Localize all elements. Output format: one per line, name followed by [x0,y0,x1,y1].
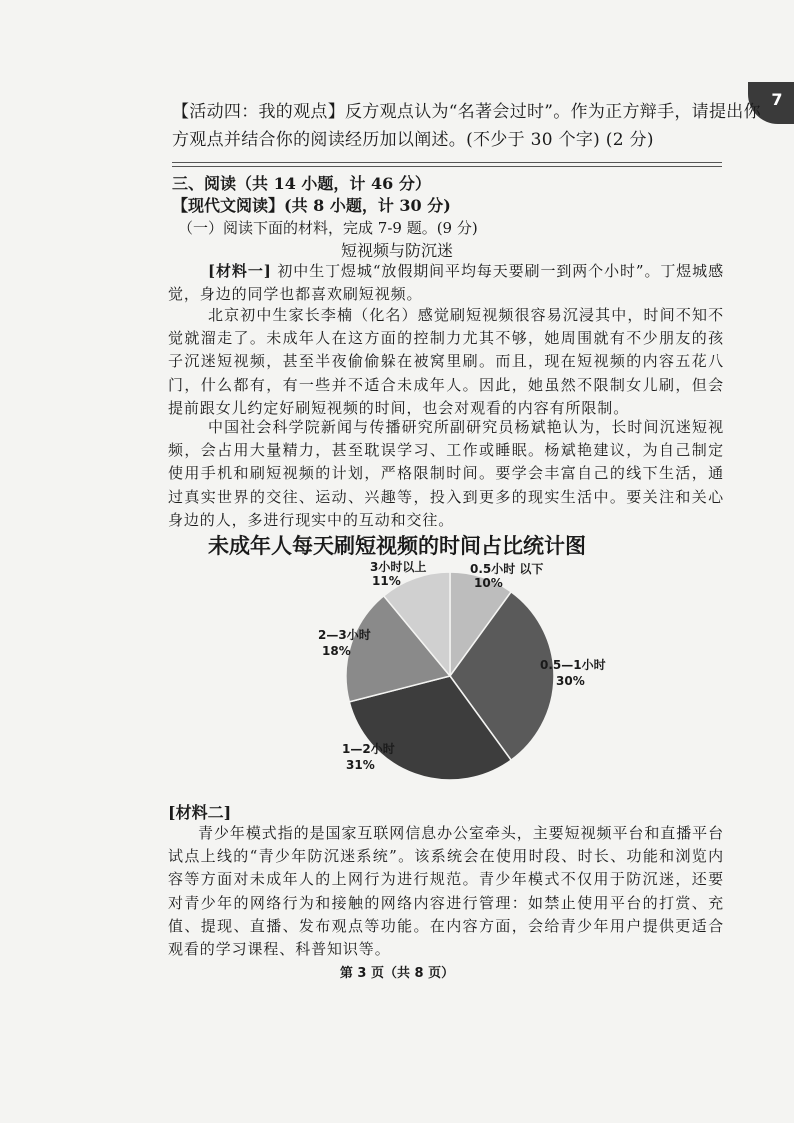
material2-paragraph: 青少年模式指的是国家互联网信息办公室牵头，主要短视频平台和直播平台试点上线的“青少年防沉迷系统”。该系统会在使用时段、时长、功能和浏览内容等方面对未成年人的上网行为进行规范。青少年模式不仅用于防沉迷，还要对青少年的网络行为和接触的网络内容进行管理：如禁止使用平台的打赏、充值、提现、直播、发布观点等功能。在内容方面，会给青少年用户提供更适合观看的学习课程、科普知识等。 [168,824,724,959]
material1-paragraph3: 中国社会科学院新闻与传播研究所副研究员杨斌艳认为，长时间沉迷短视频，会占用大量精力，甚至耽误学习、工作或睡眠。杨斌艳建议，为自己制定使用手机和刷短视频的计划，严格限制时间。要学会丰富自己的线下生活，通过真实世界的交往、运动、兴趣等，投入到更多的现实生活中。要关注和关心身边的人，多进行现实中的互动和交往。 [168,418,724,529]
page-footer: 第 3 页（共 8 页） [339,966,455,981]
activity-question-line1: 【活动四：我的观点】反方观点认为“名著会过时”。作为正方辩手，请提出你 [172,102,761,122]
slice-percent-under-half-hour: 10% [474,576,503,590]
slice-percent-2-3h: 18% [322,644,351,658]
material1-paragraph1 [168,260,724,306]
page-corner-tab: 7 [748,82,794,124]
slice-label-2-3h: 2—3小时 [318,628,371,642]
section-heading: 三、阅读（共 14 小题，计 46 分） [172,174,431,193]
material1-label: [材料一] [208,262,272,280]
activity-question-line2: 方观点并结合你的阅读经历加以阐述。(不少于 30 个字) (2 分) [172,130,654,150]
slice-percent-3h-plus: 11% [372,574,401,588]
slice-label-3h-plus: 3小时以上 [370,560,427,574]
chart-title: 未成年人每天刷短视频的时间占比统计图 [208,534,586,558]
slice-percent-half-to-1h: 30% [556,674,585,688]
answer-line [172,162,722,163]
reading-instruction: （一）阅读下面的材料，完成 7-9 题。(9 分) [178,219,478,237]
article-title: 短视频与防沉迷 [340,241,453,260]
material1-paragraph2: 北京初中生家长李楠（化名）感觉刷短视频很容易沉浸其中，时间不知不觉就溜走了。未成年人在这方面的控制力尤其不够，她周围就有不少朋友的孩子沉迷短视频，甚至半夜偷偷躲在被窝里刷。而且，现在短视频的内容五花八门，什么都有，有一些并不适合未成年人。因此，她虽然不限制女儿刷，但会提前跟女儿约定好刷短视频的时间，也会对观看的内容有所限制。 [168,306,724,417]
subsection-heading: 【现代文阅读】(共 8 小题，计 30 分) [172,196,451,215]
section-divider [172,166,722,167]
material2-label: [材料二] [168,803,232,822]
slice-label-under-half-hour: 0.5小时 以下 [470,562,544,576]
slice-label-half-to-1h: 0.5—1小时 [540,658,606,672]
material1-p1-text: 初中生丁煜城“放假期间平均每天要刷一到两个小时”。丁煜城感觉，身边的同学也都喜欢刷短视频。 [168,262,724,304]
slice-label-1-2h: 1—2小时 [342,742,395,756]
slice-percent-1-2h: 31% [346,758,375,772]
